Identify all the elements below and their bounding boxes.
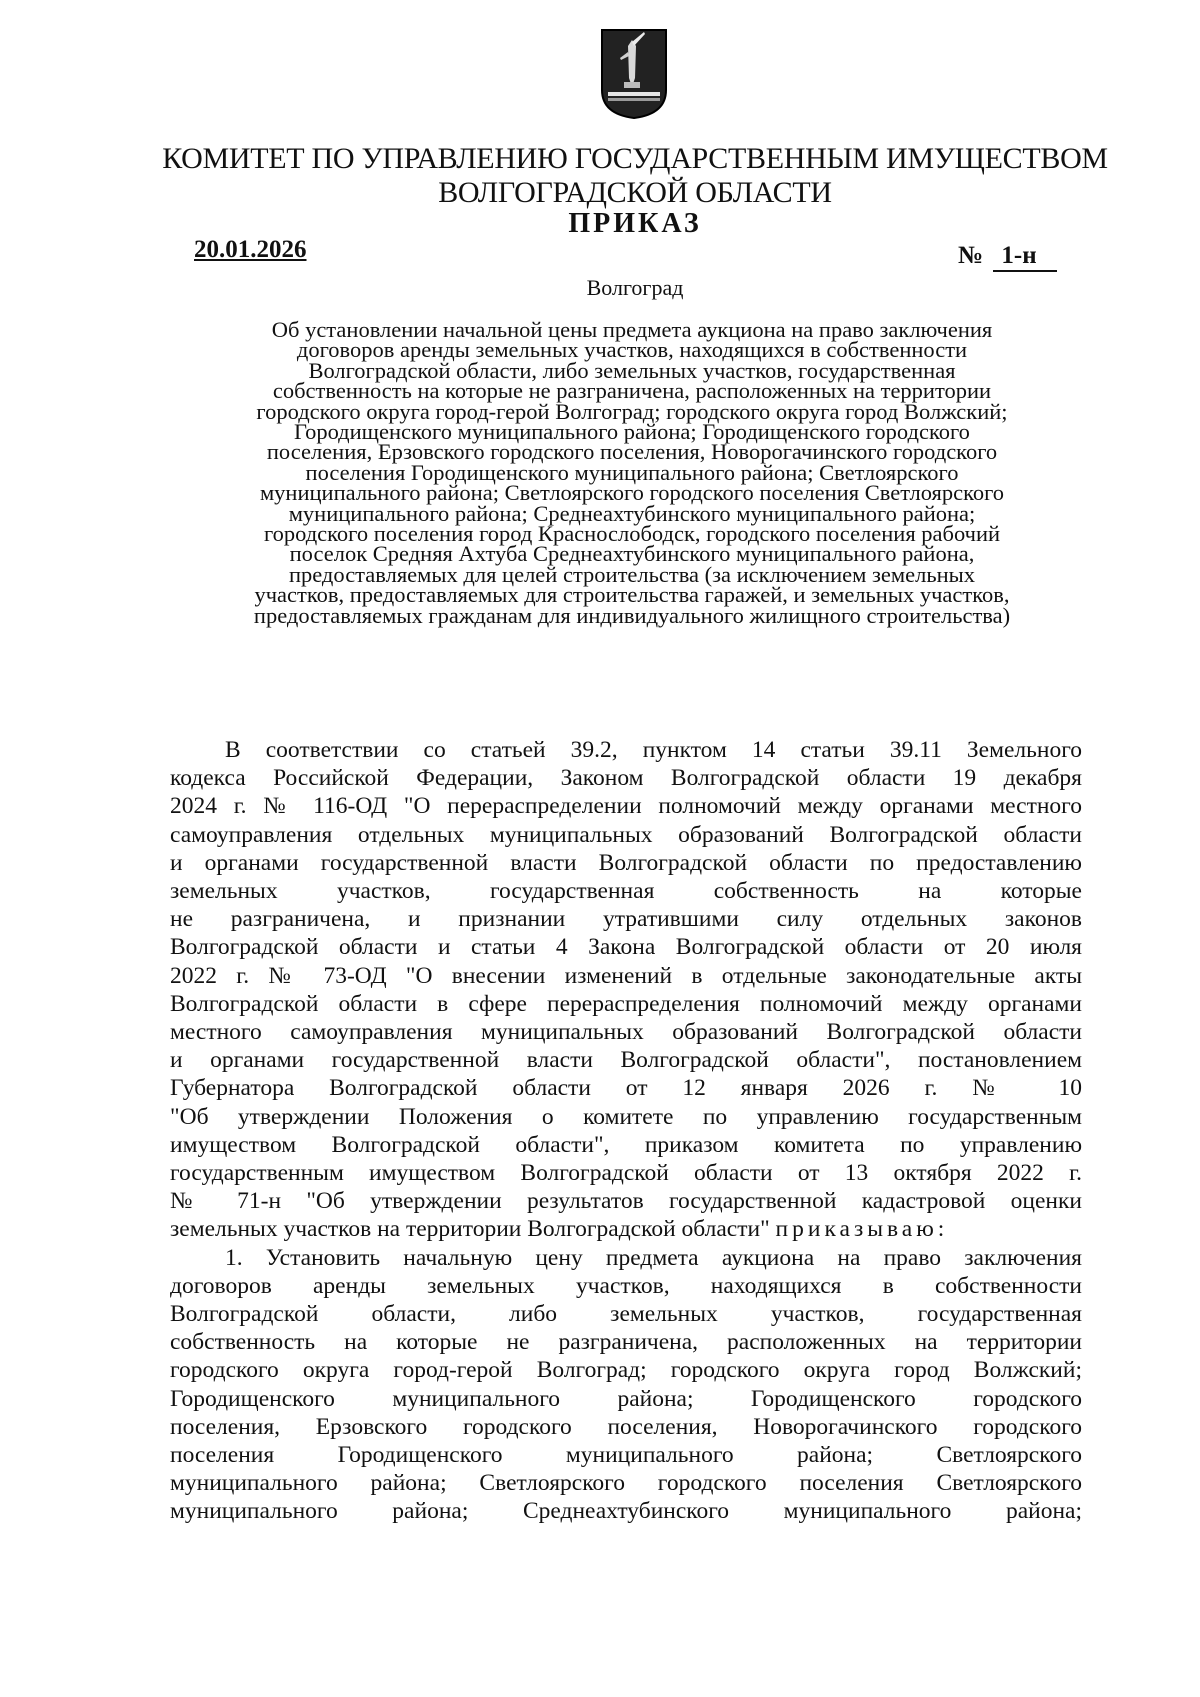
preamble-line: кодекса Российской Федерации, Законом Волгоградской области 19 декабря [170, 765, 1082, 792]
preamble-line: не разграничена, и признании утратившими силу отдельных законов [170, 906, 1082, 933]
preamble-line: № 71-н "Об утверждении результатов государственной кадастровой оценки [170, 1188, 1082, 1215]
preamble-line: Губернатора Волгоградской области от 12 января 2026 г. № 10 [170, 1075, 1082, 1102]
item-line: поселения Городищенского муниципального района; Светлоярского [170, 1442, 1082, 1469]
order-body [170, 736, 1082, 1526]
item-line: Городищенского муниципального района; Городищенского городского [170, 1385, 1082, 1412]
preamble-line: 2022 г. № 73-ОД "О внесении изменений в отдельные законодательные акты [170, 962, 1082, 989]
subject-line: собственность на которые не разграничена, расположенных на территории [272, 378, 992, 404]
item-line: собственность на которые не разграничена, расположенных на территории [170, 1329, 1082, 1356]
subject-line: поселок Средняя Ахтуба Среднеахтубинского муниципального района, [289, 541, 975, 567]
item-line: Волгоградской области, либо земельных участков, государственная [170, 1301, 1082, 1328]
preamble-line: имуществом Волгоградской области", приказом комитета по управлению [170, 1131, 1082, 1158]
subject-line: договоров аренды земельных участков, находящихся в собственности [296, 337, 968, 363]
subject-line: городского поселения город Краснослободск, городского поселения рабочий [263, 521, 1001, 547]
preamble-line: самоуправления отдельных муниципальных образований Волгоградской области [170, 821, 1082, 848]
preamble-line: земельных участков, государственная собственность на которые [170, 878, 1082, 905]
subject-line: муниципального района; Светлоярского городского поселения Светлоярского [259, 480, 1005, 506]
preamble-line: и органами государственной власти Волгоградской области", постановлением [170, 1047, 1082, 1074]
city: Волгоград [586, 275, 684, 300]
order-date: 20.01.2026 [194, 236, 307, 263]
org-title-line1: КОМИТЕТ ПО УПРАВЛЕНИЮ ГОСУДАРСТВЕННЫМ ИМУЩЕСТВОМ [162, 142, 1108, 175]
item-line: муниципального района; Светлоярского городского поселения Светлоярского [170, 1470, 1082, 1497]
coat-of-arms-emblem [598, 28, 670, 120]
subject-line: поселения Городищенского муниципального района; Светлоярского [305, 459, 959, 485]
preamble-line: государственным имуществом Волгоградской области от 13 октября 2022 г. [170, 1160, 1082, 1187]
preamble-line: 2024 г. № 116-ОД "О перераспределении полномочий между органами местного [170, 793, 1082, 820]
preamble-line: В соответствии со статьей 39.2, пунктом 14 статьи 39.11 Земельного [225, 737, 1082, 763]
order-subject [172, 317, 1092, 628]
subject-line: поселения, Ерзовского городского поселения, Новорогачинского городского [266, 439, 998, 465]
subject-line: предоставляемых гражданам для индивидуального жилищного строительства) [253, 602, 1011, 628]
subject-line: участков, предоставляемых для строительства гаражей, и земельных участков, [254, 582, 1010, 608]
subject-line: муниципального района; Среднеахтубинского муниципального района; [288, 500, 976, 526]
number-value: 1-н [993, 242, 1056, 272]
preamble-paragraph [170, 736, 1082, 1244]
item-line: муниципального района; Среднеахтубинского муниципального района; [170, 1498, 1082, 1525]
item-line: поселения, Ерзовского городского поселения, Новорогачинского городского [170, 1413, 1082, 1440]
subject-line: Об установлении начальной цены предмета аукциона на право заключения [271, 317, 993, 342]
preamble-line: местного самоуправления муниципальных образований Волгоградской области [170, 1019, 1082, 1046]
preamble-line: "Об утверждении Положения о комитете по управлению государственным [170, 1103, 1082, 1130]
document-type: ПРИКАЗ [568, 208, 702, 239]
order-verb: приказываю: [775, 1216, 949, 1243]
preamble-line: и органами государственной власти Волгоградской области по предоставлению [170, 849, 1082, 876]
order-number [958, 242, 1057, 272]
item-1-paragraph [170, 1244, 1082, 1526]
preamble-line: Волгоградской области в сфере перераспределения полномочий между органами [170, 990, 1082, 1017]
org-title-line2: ВОЛГОГРАДСКОЙ ОБЛАСТИ [438, 176, 832, 209]
preamble-line: Волгоградской области и статьи 4 Закона Волгоградской области от 20 июля [170, 934, 1082, 961]
item-line: договоров аренды земельных участков, находящихся в собственности [170, 1272, 1082, 1299]
item-line: 1. Установить начальную цену предмета аукциона на право заключения [225, 1244, 1082, 1271]
subject-line: предоставляемых для целей строительства (за исключением земельных [288, 561, 976, 587]
subject-line: Городищенского муниципального района; Городищенского городского [294, 419, 970, 445]
number-sign: № [958, 242, 984, 269]
subject-line: Волгоградской области, либо земельных участков, государственная [308, 357, 956, 383]
subject-line: городского округа город-герой Волгоград; городского округа город Волжский; [256, 398, 1008, 424]
preamble-last-line: земельных участков на территории Волгоградской области" приказываю: [170, 1216, 949, 1243]
item-line: городского округа город-герой Волгоград; городского округа город Волжский; [170, 1357, 1082, 1384]
